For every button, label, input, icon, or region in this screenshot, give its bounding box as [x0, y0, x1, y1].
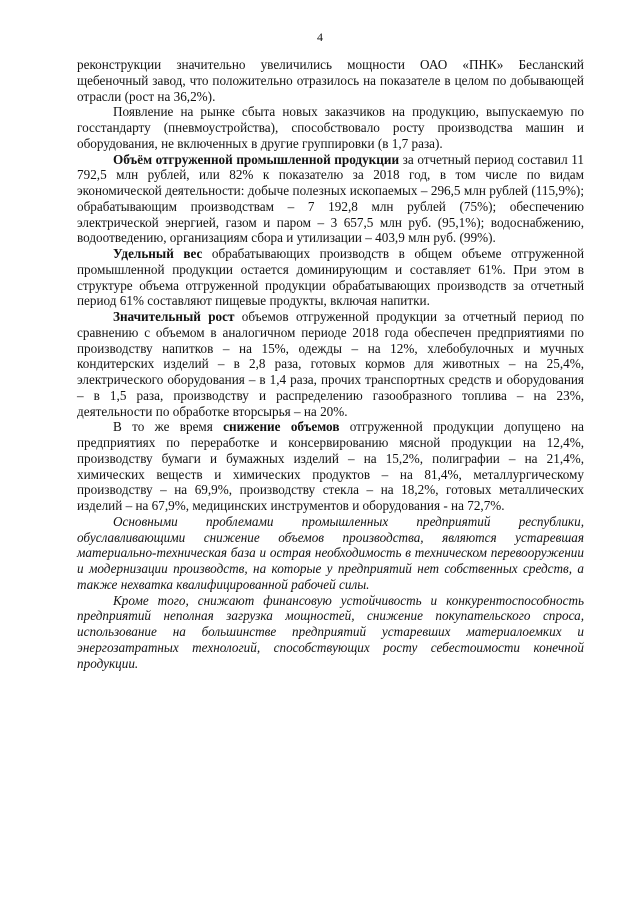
paragraph-text: реконструкции значительно увеличились мощности ОАО «ПНК» Бесланский щебеночный завод, что положительно отразилось на показателе в целом по добывающей отрасли (рост на 36,2%). [77, 57, 584, 104]
bold-term: снижение объемов [223, 419, 340, 435]
page-number: 4 [317, 30, 323, 44]
paragraph-text: за отчетный период составил 11 792,5 млн рублей, или 82% к показателю за 2018 год, в том числе по видам экономической деятельности: добыче полезных ископаемых – 296,5 млн рублей (115,9%); обрабатывающим производствам – 7 192,8 млн рублей (75%); обеспечению электрической энергией, газом и паром – 3 657,5 млн руб. (95,1%); водоснабжению, водоотведению, организациям сбора и утилизации – 403,9 млн руб. (99%). [77, 151, 584, 246]
paragraph-3 [77, 152, 584, 247]
document-body [77, 57, 584, 671]
paragraph-2 [77, 104, 584, 151]
paragraph-text: объемов отгруженной продукции за отчетный период по сравнению с объемом в аналогичном периоде 2018 года обеспечен предприятиями по производству напитков – на 15%, одежды – на 12%, хлебобулочных и мучных кондитерских изделий – в 2,8 раза, готовых кормов для животных – на 25,4%, электрического оборудования – в 1,4 раза, прочих транспортных средств и оборудования – в 1,5 раза, производству и распределению газообразного топлива – на 23%, деятельности по обработке вторсырья – на 20%. [77, 309, 585, 419]
bold-term: Значительный рост [113, 309, 235, 324]
paragraph-text: отгруженной продукции допущено на предприятиях по переработке и консервированию мясной продукции на 12,4%, производству бумаги и бумажных изделий – на 15,2%, полиграфии – на 21,4%, химических веществ и химических продуктов – на 81,4%, металлургическому производству – на 69,9%, производству стекла – на 18,2%, готовых металлических изделий – на 67,9%, медицинских инструментов и оборудования - на 72,7%. [77, 419, 585, 513]
bold-term: Объём отгруженной промышленной продукции [113, 151, 400, 167]
paragraph-7 [77, 514, 584, 593]
paragraph-8 [77, 593, 584, 672]
paragraph-text: обрабатывающих производств в общем объеме отгруженной промышленной продукции остается доминирующим и составляет 61%. При этом в структуре объема отгруженной продукции обрабатывающих производств за отчетный период 61% составляют пищевые продукты, включая напитки. [77, 246, 584, 309]
paragraph-text: Появление на рынке сбыта новых заказчиков на продукцию, выпускаемую по госстандарту (пневмоустройства), способствовало росту производства машин и оборудования, не включенных в другие группировки (в 1,7 раза). [77, 104, 584, 151]
paragraph-4 [77, 246, 584, 309]
paragraph-6 [77, 419, 584, 514]
paragraph-text: Кроме того, снижают финансовую устойчивость и конкурентоспособность предприятий неполная загрузка мощностей, снижение покупательского спроса, использование на большинстве предприятий устаревших материалоемких и энергозатратных технологий, способствующих росту себестоимости конечной продукции. [77, 592, 584, 671]
paragraph-text: В то же время [113, 419, 224, 435]
paragraph-5 [77, 309, 584, 419]
paragraph-1 [77, 57, 584, 104]
bold-term: Удельный вес [113, 246, 203, 261]
paragraph-text: Основными проблемами промышленных предприятий республики, обуславливающими снижение объемов производства, являются устаревшая материально-техническая база и острая необходимость в техническом перевооружении и модернизации производств, на которые у предприятий нет собственных средств, а также нехватка квалифицированной рабочей силы. [77, 513, 584, 592]
